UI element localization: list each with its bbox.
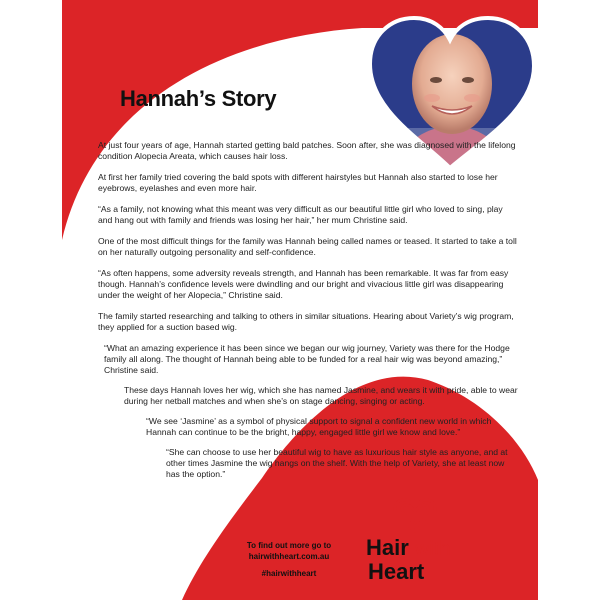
hair-with-heart-logo-line1 xyxy=(366,536,451,561)
hair-with-heart-icon xyxy=(392,498,438,534)
page-title: Hannah’s Story xyxy=(120,86,277,111)
cta-hashtag: #hairwithheart xyxy=(261,569,317,578)
variety-tagline: the children’s charity xyxy=(84,580,180,591)
hwh-hair-word: Hair xyxy=(366,535,409,560)
story-paragraph: The family started researching and talking to others in similar situations. Hearing about Variety’s wig program, they applied for a suction based wig. xyxy=(98,311,514,332)
story-paragraph: At just four years of age, Hannah started getting bald patches. Soon after, she was diagnosed with the lifelong condition Alopecia Areata, which causes hair loss. xyxy=(98,140,516,161)
call-to-action xyxy=(230,540,348,579)
hwh-with-word: with xyxy=(414,538,451,560)
story-text xyxy=(98,140,518,490)
poster xyxy=(62,0,538,600)
story-quote: “We see ‘Jasmine’ as a symbol of physical support to signal a confident new world in which Hannah can continue to be the bright, happy, engaged little girl we know and love.” xyxy=(146,416,492,437)
story-quote: “What an amazing experience it has been since we began our wig journey, Variety was there for the Hodge family all along. The thought of Hannah being able to be funded for a real hair wig was beyond amazing,” Christine said. xyxy=(104,343,510,375)
story-paragraph: These days Hannah loves her wig, which she has named Jasmine, and wears it with pride, able to wear during her netball matches and when she’s on stage dancing, singing or acting. xyxy=(124,385,518,406)
hwh-heart-word: Heart xyxy=(368,559,425,584)
story-paragraph: “As a family, not knowing what this meant was very difficult as our beautiful little girl who loved to sing, play and hang out with family and friends was losing her hair,” her mum Christine said. xyxy=(98,204,503,225)
story-paragraph: At first her family tried covering the bald spots with different hairstyles but Hannah also started to lose her eyebrows, eyelashes and even more hair. xyxy=(98,172,498,193)
story-paragraph: One of the most difficult things for the family was Hannah being called names or teased. It started to take a toll on her naturally outgoing personality and self-confidence. xyxy=(98,236,517,257)
story-quote: “She can choose to use her beautiful wig to have as luxurious hair style as anyone, and at other times Jasmine the wig hangs on the shelf. With the help of Variety, she at least now has the option.” xyxy=(166,447,508,479)
cta-line: To find out more go to xyxy=(246,541,332,550)
cta-url-link[interactable]: hairwithheart.com.au xyxy=(248,552,330,561)
story-paragraph: “As often happens, some adversity reveals strength, and Hannah has been remarkable. It was far from easy though. Hannah’s confidence levels were dwindling and our bright and vivacious little girl was disappearing under the weight of her Alopecia,” Christine said. xyxy=(98,268,509,300)
variety-logo-text: variety xyxy=(74,550,165,580)
